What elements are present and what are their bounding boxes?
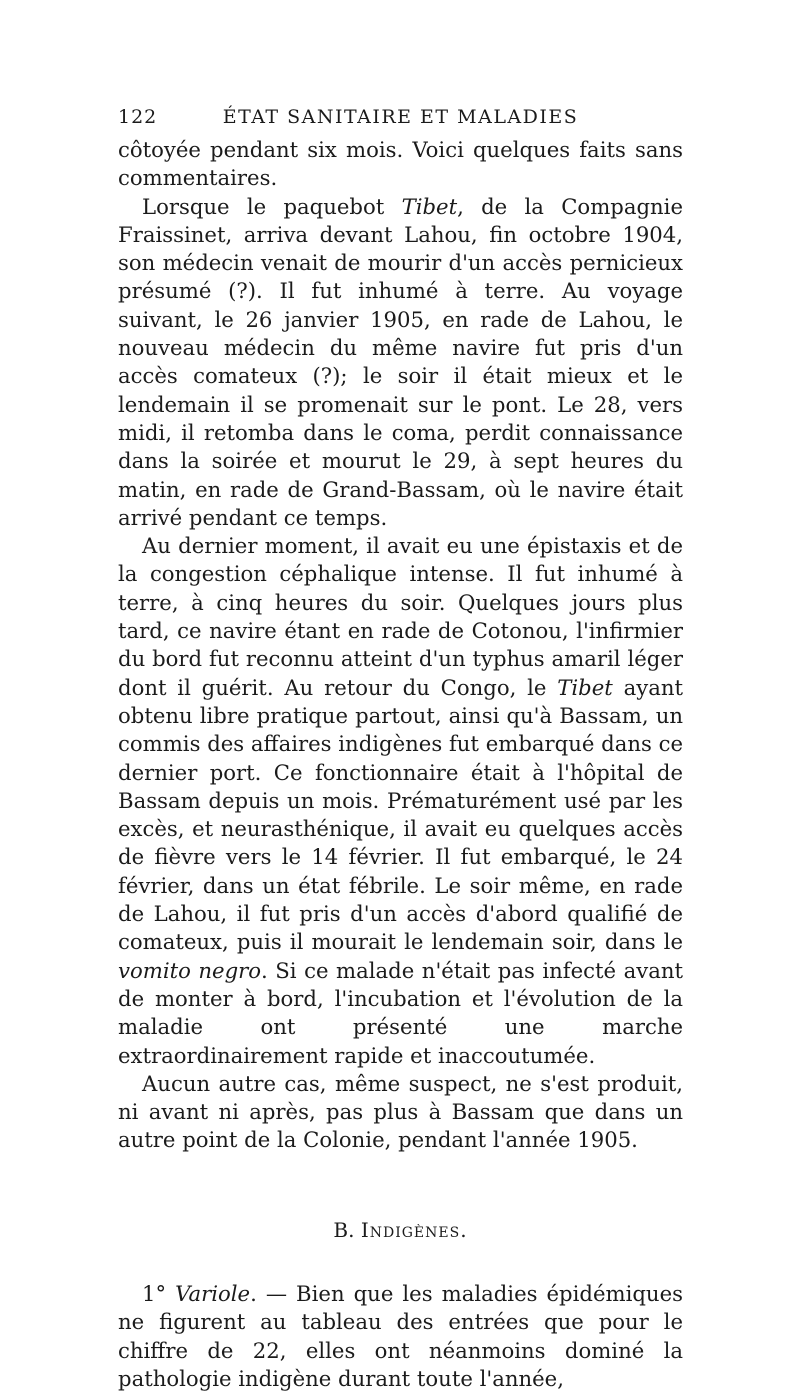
paragraph-variole xyxy=(118,1280,683,1393)
item-title: Variole xyxy=(175,1280,251,1306)
text-run: ayant obtenu libre pratique partout, ainsi qu'à Bassam, un commis des affaires indigènes fut embarqué dans ce dernier port. Ce fonctionnaire était à l'hôpital de Bassam depuis un mois. Prématurément usé par les excès, et neurasthénique, il avait eu quelques accès de fièvre vers le 14 février. Il fut embarqué, le 24 février, dans un état fébrile. Le soir même, en rade de Lahou, il fut pris d'un accès d'abord qualifié de comateux, puis il mourait le lendemain soir, dans le xyxy=(118,674,683,955)
paragraph-no-other-case: Aucun autre cas, même suspect, ne s'est produit, ni avant ni après, pas plus à Bassam que dans un autre point de la Colonie, pendant l'année 1905. xyxy=(118,1070,683,1153)
text-run: Lorsque le paquebot xyxy=(142,193,402,219)
section-title: Indigènes. xyxy=(360,1217,468,1242)
italic-term: vomito negro xyxy=(118,957,262,983)
paragraph-tibet-ship xyxy=(118,193,683,533)
paragraph-continuation: côtoyée pendant six mois. Voici quelques faits sans commentaires. xyxy=(118,137,683,191)
book-page xyxy=(118,106,683,1393)
ship-name: Tibet xyxy=(401,193,458,219)
text-run: , de la Compagnie Fraissinet, arriva devant Lahou, fin octobre 1904, son médecin venait de mourir d'un accès pernicieux présumé (?). Il fut inhumé à terre. Au voyage suivant, le 26 janvier 1905, en rade de Lahou, le nouveau médecin du même navire fut pris d'un accès comateux (?); le soir il était mieux et le lendemain il se promenait sur le pont. Le 28, vers midi, il retomba dans le coma, perdit connaissance dans la soirée et mourut le 29, à sept heures du matin, en rade de Grand-Bassam, où le navire était arrivé pendant ce temps. xyxy=(118,193,683,530)
text-run: . — Bien que les maladies épidémiques ne figurent au tableau des entrées que pour le chiffre de 22, elles ont néanmoins dominé la pathologie indigène durant toute l'année, xyxy=(118,1280,683,1391)
paragraph-last-moment xyxy=(118,532,683,1070)
running-title: ÉTAT SANITAIRE ET MALADIES xyxy=(222,106,579,128)
page-number: 122 xyxy=(118,106,158,128)
item-number: 1° xyxy=(142,1280,167,1306)
text-run: . Si ce malade n'était pas infecté avant de monter à bord, l'incubation et l'évolution de la maladie ont présenté une marche extraordinairement rapide et inaccoutumée. xyxy=(118,957,684,1068)
ship-name: Tibet xyxy=(557,674,613,700)
section-letter: B. xyxy=(333,1217,355,1242)
page-header xyxy=(118,106,683,136)
body-text xyxy=(118,136,683,1393)
text-run: Au dernier moment, il avait eu une épistaxis et de la congestion céphalique intense. Il fut inhumé à terre, à cinq heures du soir. Quelques jours plus tard, ce navire étant en rade de Cotonou, l'infirmier du bord fut reconnu atteint d'un typhus amaril léger dont il guérit. Au retour du Congo, le xyxy=(118,533,683,700)
section-heading xyxy=(118,1216,683,1244)
